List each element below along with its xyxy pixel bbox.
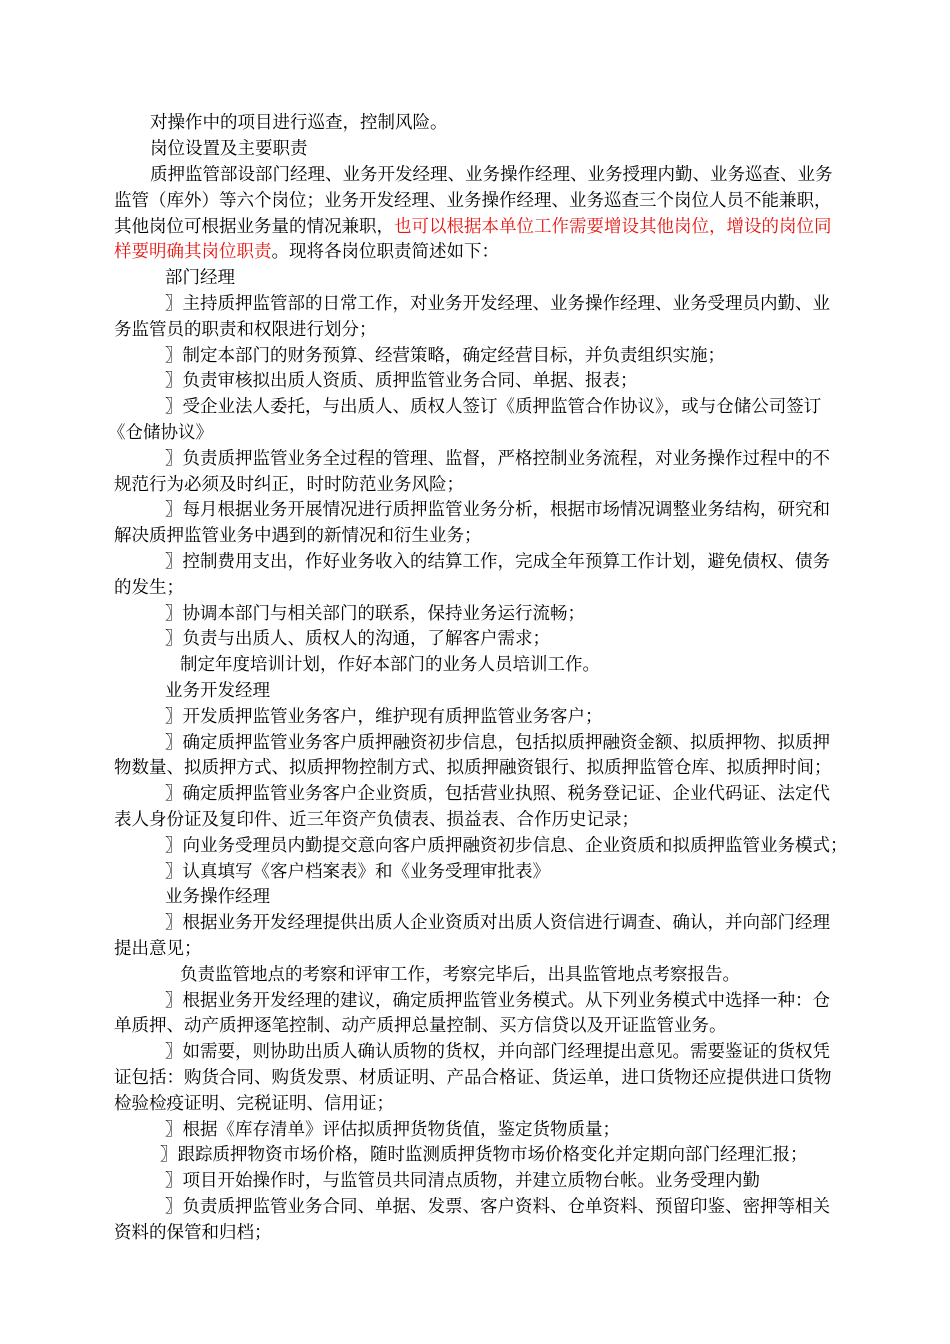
- section-heading: 岗位设置及主要职责: [150, 139, 308, 159]
- text-line: 〗负责与出质人、质权人的沟通，了解客户需求；: [165, 629, 550, 649]
- text-line: 对操作中的项目进行巡查，控制风险。: [150, 113, 448, 133]
- text-line: 〗负责审核拟出质人资质、质押监管业务合同、单据、报表；: [165, 371, 638, 391]
- text-line: 〗项目开始操作时，与监管员共同清点质物，并建立质物台帐。业务受理内勤: [165, 1171, 760, 1191]
- text-line: 〗如需要，则协助出质人确认质物的货权，并向部门经理提出意见。需要鉴证的货权凭: [165, 1042, 830, 1062]
- highlighted-text: 样要明确其岗位职责: [114, 242, 272, 262]
- role-heading: 业务操作经理: [165, 887, 270, 907]
- text-span: 其他岗位可根据业务量的情况兼职，: [114, 217, 394, 237]
- highlighted-text: 也可以根据本单位工作需要增设其他岗位，增设的岗位同: [394, 217, 832, 237]
- text-line: 〗确定质押监管业务客户企业资质，包括营业执照、税务登记证、企业代码证、法定代: [165, 784, 830, 804]
- text-line: 证包括：购货合同、购货发票、材质证明、产品合格证、货运单，进口货物还应提供进口货物: [114, 1068, 832, 1088]
- text-line: 资料的保管和归档；: [114, 1223, 272, 1243]
- text-line: 规范行为必须及时纠正，时时防范业务风险；: [114, 475, 464, 495]
- text-line: 制定年度培训计划，作好本部门的业务人员培训工作。: [180, 655, 600, 675]
- text-line: 〗控制费用支出，作好业务收入的结算工作，完成全年预算工作计划，避免债权、债务: [165, 552, 830, 572]
- text-line: 〗制定本部门的财务预算、经营策略，确定经营目标，并负责组织实施；: [165, 346, 725, 366]
- text-line: 〗负责质押监管业务全过程的管理、监督，严格控制业务流程，对业务操作过程中的不: [165, 449, 830, 469]
- text-line: 〗每月根据业务开展情况进行质押监管业务分析，根据市场情况调整业务结构，研究和: [165, 500, 830, 520]
- role-heading: 业务开发经理: [165, 681, 270, 701]
- text-span: 。现将各岗位职责简述如下：: [271, 242, 499, 262]
- text-line: 〗跟踪质押物资市场价格，随时监测质押货物市场价格变化并定期向部门经理汇报；: [160, 1145, 808, 1165]
- text-line: 解决质押监管业务中遇到的新情况和衍生业务；: [114, 526, 482, 546]
- text-line: [114, 215, 832, 239]
- text-line: 的发生；: [114, 578, 184, 598]
- text-line: 物数量、拟质押方式、拟质押物控制方式、拟质押融资银行、拟质押监管仓库、拟质押时间；: [114, 758, 832, 778]
- text-line: 监管（库外）等六个岗位；业务开发经理、业务操作经理、业务巡查三个岗位人员不能兼职，: [114, 191, 832, 211]
- text-line: 〗开发质押监管业务客户，维护现有质押监管业务客户；: [165, 707, 603, 727]
- text-line: 表人身份证及复印件、近三年资产负债表、损益表、合作历史记录；: [114, 810, 639, 830]
- text-line: 〗根据业务开发经理的建议，确定质押监管业务模式。从下列业务模式中选择一种：仓: [165, 991, 830, 1011]
- text-line: 〗负责质押监管业务合同、单据、发票、客户资料、仓单资料、预留印鉴、密押等相关: [165, 1197, 830, 1217]
- text-line: 〗认真填写《客户档案表》和《业务受理审批表》: [165, 862, 550, 882]
- text-line: 负责监管地点的考察和评审工作，考察完毕后，出具监管地点考察报告。: [180, 965, 740, 985]
- role-heading: 部门经理: [165, 268, 235, 288]
- text-line: 〗向业务受理员内勤提交意向客户质押融资初步信息、企业资质和拟质押监管业务模式；: [165, 836, 848, 856]
- text-line: 〗确定质押监管业务客户质押融资初步信息，包括拟质押融资金额、拟质押物、拟质押: [165, 733, 830, 753]
- text-line: 〗主持质押监管部的日常工作，对业务开发经理、业务操作经理、业务受理员内勤、业: [165, 294, 830, 314]
- text-line: 〗根据业务开发经理提供出质人企业资质对出质人资信进行调查、确认，并向部门经理: [165, 913, 830, 933]
- text-line: 质押监管部设部门经理、业务开发经理、业务操作经理、业务授理内勤、业务巡查、业务: [150, 165, 833, 185]
- text-line: [114, 240, 499, 264]
- text-line: 提出意见；: [114, 939, 202, 959]
- text-line: 〗受企业法人委托，与出质人、质权人签订《质押监管合作协议》，或与仓储公司签订: [165, 397, 822, 417]
- text-line: 务监管员的职责和权限进行划分；: [114, 320, 377, 340]
- text-line: 〗根据《库存清单》评估拟质押货物货值，鉴定货物质量；: [165, 1120, 620, 1140]
- text-line: 〗协调本部门与相关部门的联系，保持业务运行流畅；: [165, 604, 585, 624]
- text-line: 检验检疫证明、完税证明、信用证；: [114, 1094, 394, 1114]
- text-line: 《仓储协议》: [108, 423, 213, 443]
- text-line: 单质押、动产质押逐笔控制、动产质押总量控制、买方信贷以及开证监管业务。: [114, 1016, 727, 1036]
